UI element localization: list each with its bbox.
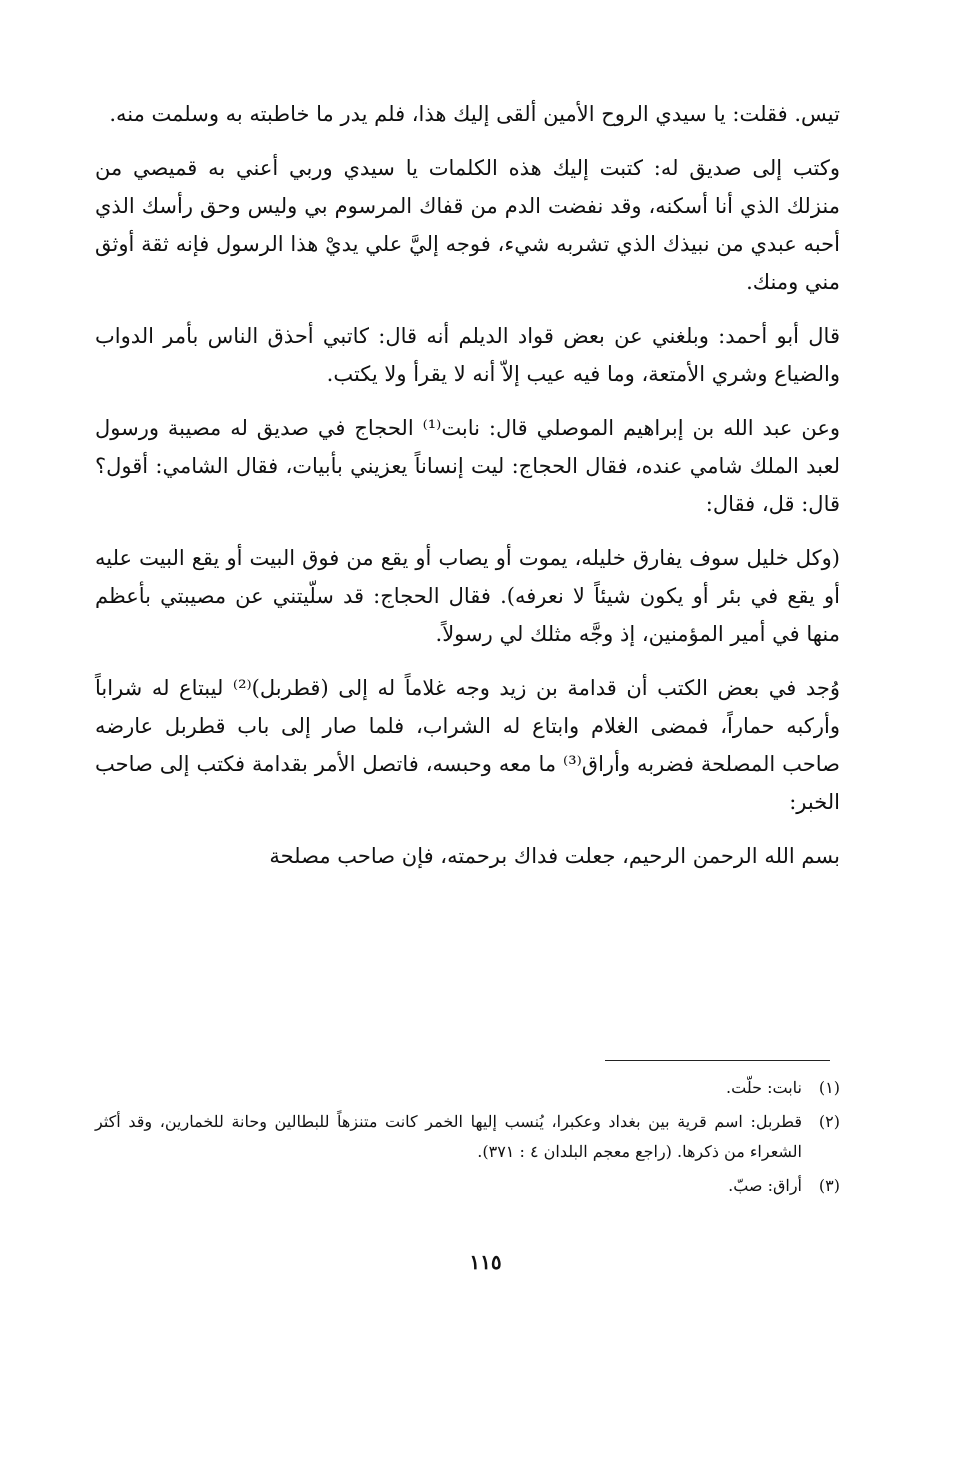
footnote-item [95,1171,840,1201]
footnote-item [95,1107,840,1167]
paragraph: تيس. فقلت: يا سيدي الروح الأمين ألقى إليك هذا، فلم يدر ما خاطبته به وسلمت منه. [109,102,840,126]
main-text [95,95,840,891]
footnote-number: (٣) [818,1176,840,1195]
footnote-divider [605,1060,830,1061]
footnote-text: نابت: حلّت. [726,1078,802,1097]
paragraph: قال أبو أحمد: وبلغني عن بعض قواد الديلم أنه قال: كاتبي أحذق الناس بأمر الدواب والضياع وشري الأمتعة، وما فيه عيب إلاّ أنه لا يقرأ ولا يكتب. [95,324,840,386]
footnote-item [95,1073,840,1103]
footnote-text: أراق: صبّ. [728,1176,802,1195]
footnote-number: (٢) [818,1112,840,1131]
footnote-number: (١) [818,1078,840,1097]
paragraph: وعن عبد الله بن إبراهيم الموصلي قال: نابت⁽¹⁾ الحجاج في صديق له مصيبة ورسول لعبد الملك شامي عنده، فقال الحجاج: ليت إنساناً يعزيني بأبيات، فقال الشامي: أقول؟ قال: قل، فقال: [95,416,841,516]
paragraph: وكتب إلى صديق له: كتبت إليك هذه الكلمات يا سيدي وربي أعني به قميصي من منزلك الذي أنا أسكنه، وقد نفضت الدم من قفاك المرسوم بي وليس وحق رأسك الذي أحبه عبدي من نبيذك الذي تشربه شيء، فوجه إليَّ علي يديْ هذا الرسول فإنه ثقة أوثق مني ومنك. [95,156,840,294]
footnote-text: قطربل: اسم قرية بين بغداد وعكبرا، يُنسب إليها الخمر كانت متنزهاً للبطالين وحانة للخمارين، وقد أكثر الشعراء من ذكرها. (راجع معجم البلدان ٤ : ٣٧١). [95,1112,803,1161]
paragraph: بسم الله الرحمن الرحيم، جعلت فداك برحمته، فإن صاحب مصلحة [269,844,840,868]
paragraph: وُجد في بعض الكتب أن قدامة بن زيد وجه غلاماً له إلى (قطربل)⁽²⁾ ليبتاع له شراباً وأركبه حماراً، فمضى الغلام وابتاع له الشراب، فلما صار إلى باب قطربل عارضه صاحب المصلحة فضربه وأراق⁽³⁾ ما معه وحبسه، فاتصل الأمر بقدامة فكتب إلى صاحب الخبر: [95,676,840,814]
footnotes [95,1073,840,1205]
paragraph: (وكل خليل سوف يفارق خليله، يموت أو يصاب أو يقع من فوق البيت أو يقع البيت عليه أو يقع في بئر أو يكون شيئاً لا نعرفه). فقال الحجاج: قد سلّيتني عن مصيبتي بأعظم منها في أمير المؤمنين، إذ وجَّه مثلك لي رسولاً. [95,546,840,646]
page-number: ١١٥ [469,1250,502,1274]
